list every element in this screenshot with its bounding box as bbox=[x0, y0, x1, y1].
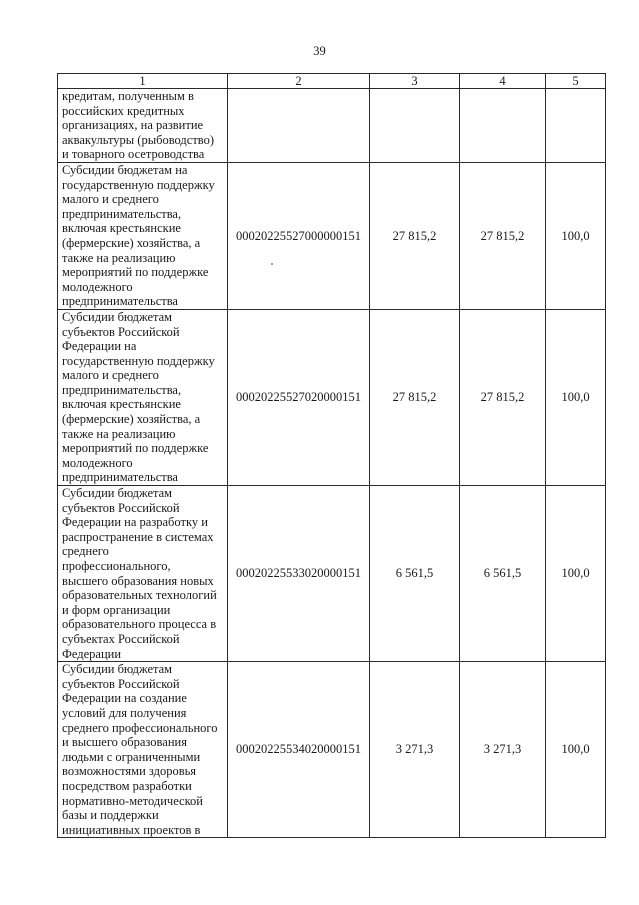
row-name-line: условий для получения bbox=[62, 705, 187, 720]
row-name-line: высшего образования новых bbox=[62, 573, 214, 588]
row-value-col3: 6 561,5 bbox=[370, 486, 460, 662]
row-name-line: также на реализацию bbox=[62, 426, 176, 441]
budget-table-body bbox=[58, 74, 606, 838]
row-name-line: Федерации на разработку и bbox=[62, 515, 208, 530]
row-name-line: Федерации bbox=[62, 646, 122, 661]
page-number: 39 bbox=[313, 44, 326, 58]
row-value-col4: 3 271,3 bbox=[460, 662, 546, 838]
row-name-line: включая крестьянские bbox=[62, 221, 181, 236]
row-name-line: субъектов Российской bbox=[62, 324, 180, 339]
row-name-line: субъектах Российской bbox=[62, 631, 180, 646]
table-row bbox=[58, 162, 606, 309]
row-name-line: аквакультуры (рыбоводство) bbox=[62, 132, 215, 147]
row-name-line: Субсидии бюджетам bbox=[62, 486, 173, 501]
row-value-col3: 27 815,2 bbox=[370, 309, 460, 485]
table-row bbox=[58, 309, 606, 485]
row-value-col4: 27 815,2 bbox=[460, 309, 546, 485]
row-name-line: мероприятий по поддержке bbox=[62, 441, 209, 456]
row-name-line: инициативных проектов в bbox=[62, 822, 201, 837]
header-col-4: 4 bbox=[460, 74, 546, 89]
budget-table bbox=[57, 73, 606, 838]
row-name-line: (фермерские) хозяйства, а bbox=[62, 412, 201, 427]
row-name-line: включая крестьянские bbox=[62, 397, 181, 412]
row-name-line: базы и поддержки bbox=[62, 808, 159, 823]
row-name-line: нормативно-методической bbox=[62, 793, 203, 808]
row-code-cell: 00020225527000000151 bbox=[228, 162, 370, 309]
row-name-line: предпринимательства, bbox=[62, 382, 182, 397]
row-name-line: и товарного осетроводства bbox=[62, 147, 205, 162]
header-col-2: 2 bbox=[228, 74, 370, 89]
table-row bbox=[58, 89, 606, 163]
row-name-line: Субсидии бюджетам bbox=[62, 309, 173, 324]
row-code-cell: 00020225533020000151 bbox=[228, 486, 370, 662]
row-name-line: возможностями здоровья bbox=[62, 764, 197, 779]
row-percent-cell bbox=[546, 89, 606, 163]
row-name-line: и высшего образования bbox=[62, 735, 187, 750]
row-name-line: Субсидии бюджетам bbox=[62, 662, 173, 677]
row-name-cell bbox=[58, 309, 228, 485]
header-row bbox=[58, 74, 606, 89]
row-name-cell bbox=[58, 162, 228, 309]
row-percent-cell: 100,0 bbox=[546, 162, 606, 309]
row-name-line: образовательных технологий bbox=[62, 588, 217, 603]
row-name-line: распространение в системах bbox=[62, 529, 214, 544]
row-name-line: среднего профессионального bbox=[62, 720, 218, 735]
row-name-line: образовательного процесса в bbox=[62, 617, 217, 632]
row-code-cell: 00020225534020000151 bbox=[228, 662, 370, 838]
row-name-line: кредитам, полученным в bbox=[62, 89, 194, 103]
row-code-cell bbox=[228, 89, 370, 163]
row-name-line: малого и среднего bbox=[62, 192, 159, 207]
row-name-line: российских кредитных bbox=[62, 103, 185, 118]
scan-speck bbox=[271, 263, 273, 265]
row-value-col4: 6 561,5 bbox=[460, 486, 546, 662]
row-name-line: субъектов Российской bbox=[62, 500, 180, 515]
row-name-line: малого и среднего bbox=[62, 368, 159, 383]
row-name-cell bbox=[58, 89, 228, 163]
row-name-line: мероприятий по поддержке bbox=[62, 265, 209, 280]
row-code-cell: 00020225527020000151 bbox=[228, 309, 370, 485]
row-name-line: (фермерские) хозяйства, а bbox=[62, 235, 201, 250]
row-name-line: среднего bbox=[62, 544, 109, 559]
row-name-line: Субсидии бюджетам на bbox=[62, 162, 188, 177]
row-name-line: Федерации на bbox=[62, 339, 137, 354]
row-value-col3 bbox=[370, 89, 460, 163]
row-name-line: молодежного bbox=[62, 279, 133, 294]
row-value-col3: 27 815,2 bbox=[370, 162, 460, 309]
row-value-col4: 27 815,2 bbox=[460, 162, 546, 309]
row-name-cell bbox=[58, 662, 228, 838]
row-name-cell bbox=[58, 486, 228, 662]
row-name-line: организациях, на развитие bbox=[62, 118, 204, 133]
header-col-1: 1 bbox=[58, 74, 228, 89]
table-row bbox=[58, 662, 606, 838]
row-value-col4 bbox=[460, 89, 546, 163]
row-percent-cell: 100,0 bbox=[546, 662, 606, 838]
row-name-line: предпринимательства bbox=[62, 470, 178, 485]
row-name-line: и форм организации bbox=[62, 602, 171, 617]
row-name-line: субъектов Российской bbox=[62, 676, 180, 691]
row-name-line: предпринимательства, bbox=[62, 206, 182, 221]
header-col-3: 3 bbox=[370, 74, 460, 89]
row-name-line: профессионального, bbox=[62, 559, 171, 573]
row-percent-cell: 100,0 bbox=[546, 309, 606, 485]
row-name-line: государственную поддержку bbox=[62, 353, 215, 368]
row-value-col3: 3 271,3 bbox=[370, 662, 460, 838]
table-row bbox=[58, 486, 606, 662]
row-name-line: государственную поддержку bbox=[62, 177, 215, 192]
row-name-line: также на реализацию bbox=[62, 250, 176, 265]
header-col-5: 5 bbox=[546, 74, 606, 89]
row-name-line: Федерации на создание bbox=[62, 691, 187, 706]
row-name-line: предпринимательства bbox=[62, 294, 178, 309]
row-name-line: молодежного bbox=[62, 455, 133, 470]
row-percent-cell: 100,0 bbox=[546, 486, 606, 662]
row-name-line: людьми с ограниченными bbox=[62, 749, 201, 764]
row-name-line: посредством разработки bbox=[62, 778, 192, 793]
